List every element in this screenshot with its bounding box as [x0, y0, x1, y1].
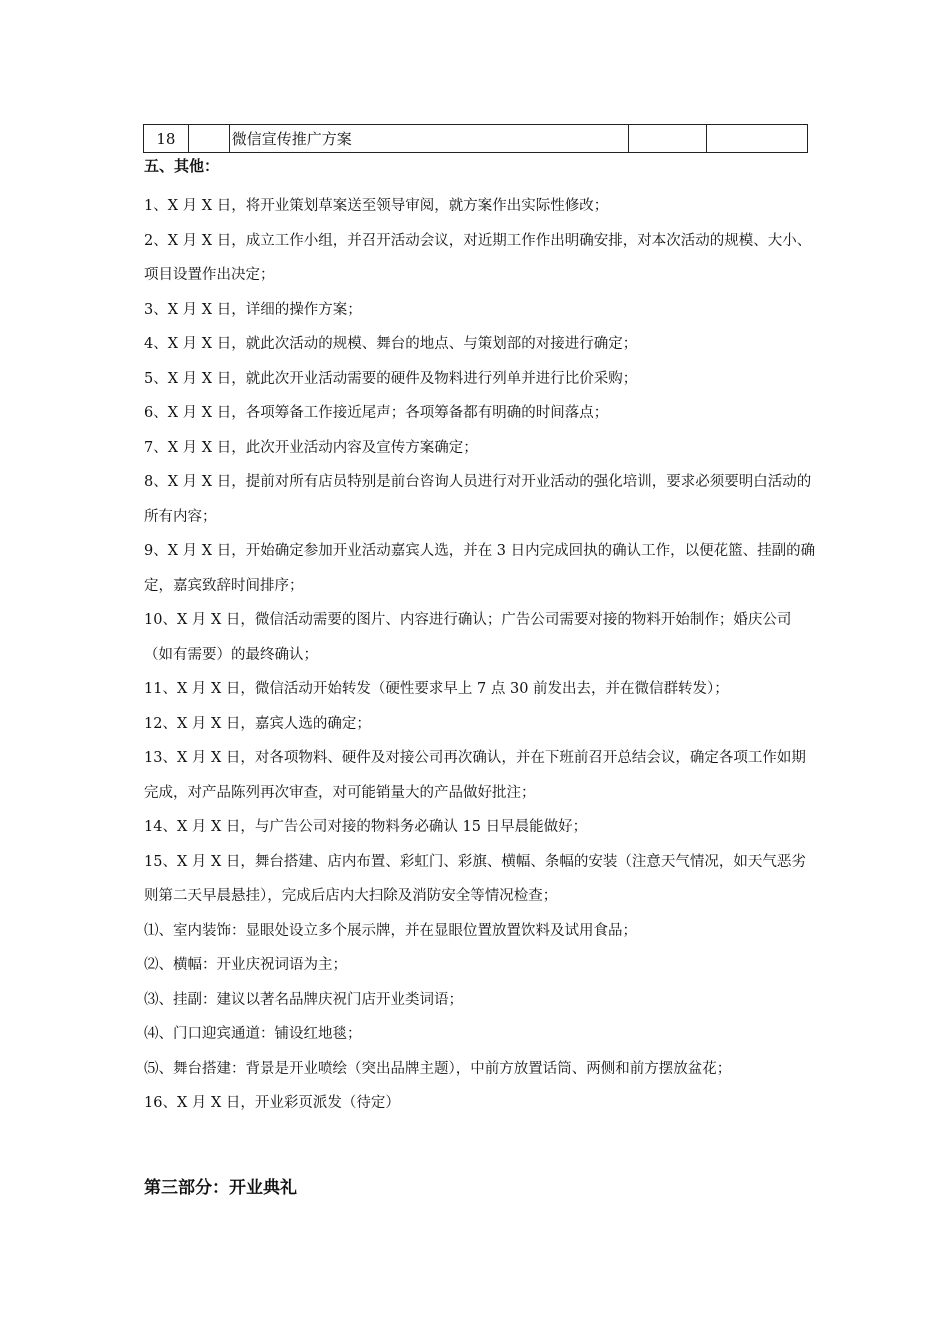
paragraph: 8、X 月 X 日，提前对所有店员特别是前台咨询人员进行对开业活动的强化培训，要求必须要明白活动的所有内容；	[144, 474, 812, 525]
paragraph: ⑶、挂副：建议以著名品牌庆祝门店开业类词语；	[144, 991, 463, 1008]
paragraph: 7、X 月 X 日，此次开业活动内容及宣传方案确定；	[144, 439, 478, 456]
paragraph: 5、X 月 X 日，就此次开业活动需要的硬件及物料进行列单并进行比价采购；	[144, 370, 638, 387]
paragraph: 6、X 月 X 日，各项筹备工作接近尾声；各项筹备都有明确的时间落点；	[144, 405, 609, 421]
paragraph: 9、X 月 X 日，开始确定参加开业活动嘉宾人选，并在 3 日内完成回执的确认工作，以便花篮、挂副的确定，嘉宾致辞时间排序；	[144, 543, 816, 594]
paragraph: 14、X 月 X 日，与广告公司对接的物料务必确认 15 日早晨能做好；	[144, 819, 588, 835]
schedule-table	[143, 124, 808, 153]
paragraph: 2、X 月 X 日，成立工作小组，并召开活动会议，对近期工作作出明确安排，对本次活动的规模、大小、项目设置作出决定；	[144, 232, 812, 283]
paragraph: ⑵、横幅：开业庆祝词语为主；	[144, 957, 347, 973]
paragraph: 1、X 月 X 日，将开业策划草案送至领导审阅，就方案作出实际性修改；	[144, 198, 609, 214]
section-heading: 五、其他：	[144, 157, 220, 175]
paragraph: 16、X 月 X 日，开业彩页派发（待定）	[144, 1095, 400, 1111]
item-cell: 微信宣传推广方案	[229, 125, 628, 153]
paragraph: ⑷、门口迎宾通道：铺设红地毯；	[144, 1026, 362, 1042]
paragraph: 11、X 月 X 日，微信活动开始转发（硬性要求早上 7 点 30 前发出去，并在微信群转发）；	[144, 681, 729, 697]
row-number-cell: 18	[144, 125, 189, 153]
blank-cell	[628, 125, 707, 153]
paragraph: 15、X 月 X 日，舞台搭建、店内布置、彩虹门、彩旗、横幅、条幅的安装（注意天气情况，如天气恶劣则第二天早晨悬挂），完成后店内大扫除及消防安全等情况检查；	[144, 853, 806, 904]
paragraph: 12、X 月 X 日，嘉宾人选的确定；	[144, 715, 371, 732]
paragraph: 13、X 月 X 日，对各项物料、硬件及对接公司再次确认，并在下班前召开总结会议，确定各项工作如期完成，对产品陈列再次审查，对可能销量大的产品做好批注；	[144, 750, 806, 801]
paragraph: ⑴、室内装饰：显眼处设立多个展示牌，并在显眼位置放置饮料及试用食品；	[144, 922, 637, 939]
paragraph: 10、X 月 X 日，微信活动需要的图片、内容进行确认；广告公司需要对接的物料开始制作；婚庆公司（如有需要）的最终确认；	[144, 612, 792, 663]
paragraph: 3、X 月 X 日，详细的操作方案；	[144, 301, 362, 318]
table-row	[144, 125, 808, 153]
paragraph: ⑸、舞台搭建：背景是开业喷绘（突出品牌主题），中前方放置话筒、两侧和前方摆放盆花；	[144, 1060, 732, 1077]
blank-cell	[707, 125, 808, 153]
part-heading: 第三部分：开业典礼	[144, 1178, 297, 1198]
blank-cell	[188, 125, 229, 153]
body-text	[144, 189, 819, 1121]
paragraph: 4、X 月 X 日，就此次活动的规模、舞台的地点、与策划部的对接进行确定；	[144, 336, 638, 352]
